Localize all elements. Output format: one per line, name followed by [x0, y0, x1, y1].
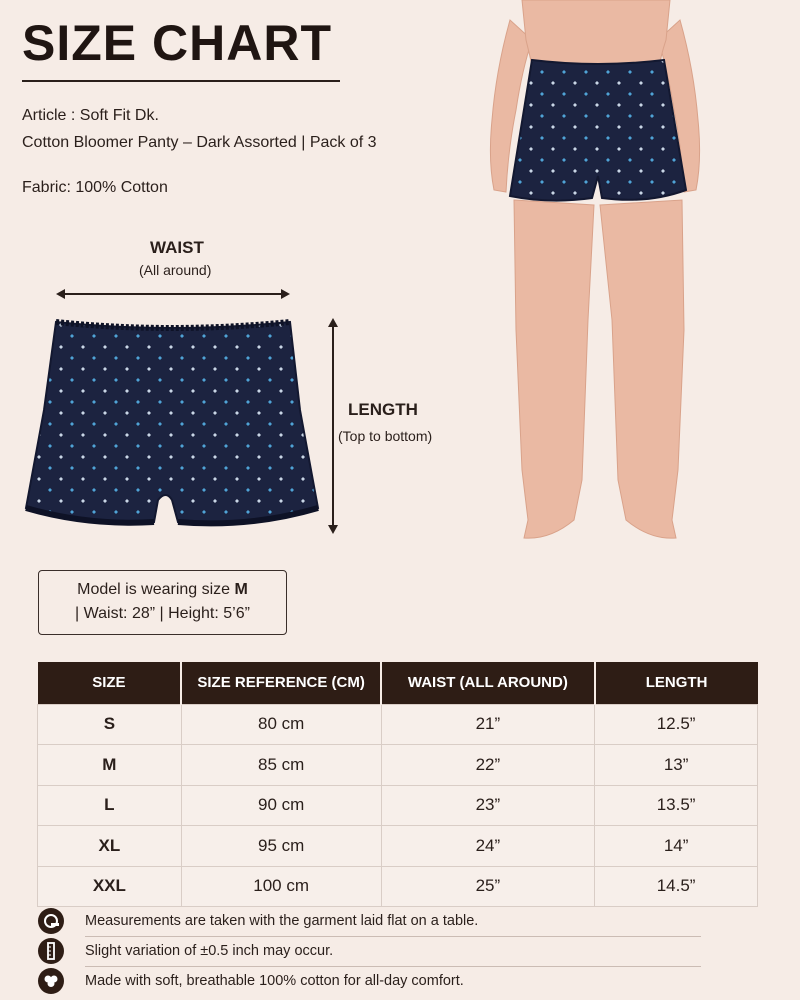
size-reference-cell: 85 cm [181, 745, 381, 786]
model-size-value: M [234, 581, 248, 598]
waist-cell: 21” [381, 704, 595, 745]
model-size-line [39, 578, 286, 602]
length-label: LENGTH [348, 400, 418, 419]
model-photo [470, 0, 800, 560]
header-waist: WAIST (ALL AROUND) [381, 662, 595, 704]
size-cell: M [38, 745, 182, 786]
waist-cell: 24” [381, 826, 595, 867]
bloomer-shorts [26, 322, 318, 523]
model-size-prefix: Model is wearing size [77, 581, 231, 598]
waist-label: WAIST [150, 238, 204, 257]
note-variation [38, 938, 701, 968]
waist-cell: 23” [381, 785, 595, 826]
length-sublabel: (Top to bottom) [338, 428, 433, 444]
header-length: LENGTH [595, 662, 758, 704]
table-row [38, 785, 758, 826]
page-title: SIZE CHART [22, 15, 332, 71]
note-divider [85, 936, 701, 937]
table-row [38, 826, 758, 867]
size-reference-cell: 100 cm [181, 866, 381, 907]
note-text: Measurements are taken with the garment laid flat on a table. [85, 913, 479, 929]
table-row [38, 704, 758, 745]
model-measurements: | Waist: 28” | Height: 5’6” [75, 605, 250, 622]
size-reference-cell: 95 cm [181, 826, 381, 867]
size-cell: L [38, 785, 182, 826]
length-cell: 14” [595, 826, 758, 867]
header-size-reference: SIZE REFERENCE (CM) [181, 662, 381, 704]
waist-arrow [56, 289, 290, 299]
ruler-icon [38, 938, 64, 964]
size-cell: XXL [38, 866, 182, 907]
fabric-text: Fabric: 100% Cotton [22, 179, 168, 196]
cotton-flower-icon [38, 968, 64, 994]
table-row [38, 745, 758, 786]
article-text: Article : Soft Fit Dk. [22, 107, 159, 124]
length-cell: 12.5” [595, 704, 758, 745]
header-size: SIZE [38, 662, 182, 704]
length-cell: 13.5” [595, 785, 758, 826]
note-text: Made with soft, breathable 100% cotton for all-day comfort. [85, 973, 464, 989]
size-cell: S [38, 704, 182, 745]
measuring-tape-icon [38, 908, 64, 934]
length-cell: 14.5” [595, 866, 758, 907]
waist-cell: 22” [381, 745, 595, 786]
table-row [38, 866, 758, 907]
note-divider [85, 966, 701, 967]
size-table [37, 662, 758, 907]
waist-cell: 25” [381, 866, 595, 907]
length-arrow [328, 318, 338, 534]
size-reference-cell: 80 cm [181, 704, 381, 745]
model-info-box [38, 570, 287, 635]
note-measurement [38, 908, 701, 938]
waist-sublabel: (All around) [139, 262, 212, 278]
product-name: Cotton Bloomer Panty – Dark Assorted | Pack of 3 [22, 134, 377, 151]
table-header-row [38, 662, 758, 704]
size-reference-cell: 90 cm [181, 785, 381, 826]
model-shorts [510, 60, 686, 201]
garment-diagram [0, 0, 460, 560]
note-cotton [38, 968, 701, 998]
length-cell: 13” [595, 745, 758, 786]
note-text: Slight variation of ±0.5 inch may occur. [85, 943, 334, 959]
size-cell: XL [38, 826, 182, 867]
